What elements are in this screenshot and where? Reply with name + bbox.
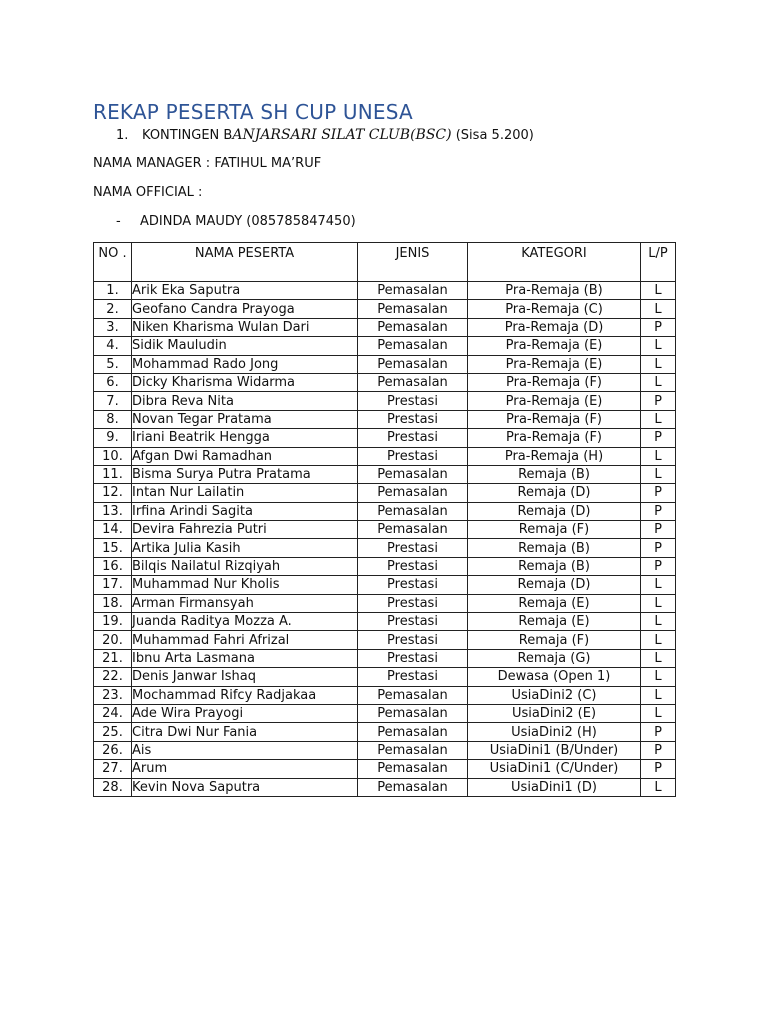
cell-no: 6.: [94, 373, 132, 391]
cell-no: 16.: [94, 557, 132, 575]
cell-nama: Mochammad Rifcy Radjakaa: [132, 686, 358, 704]
cell-jenis: Pemasalan: [358, 355, 468, 373]
cell-no: 4.: [94, 337, 132, 355]
cell-no: 11.: [94, 465, 132, 483]
cell-lp: L: [641, 300, 676, 318]
cell-no: 23.: [94, 686, 132, 704]
cell-jenis: Pemasalan: [358, 300, 468, 318]
cell-nama: Niken Kharisma Wulan Dari: [132, 318, 358, 336]
cell-lp: L: [641, 355, 676, 373]
cell-lp: P: [641, 502, 676, 520]
table-row: [94, 613, 676, 631]
cell-no: 22.: [94, 668, 132, 686]
cell-lp: P: [641, 392, 676, 410]
kontingen-number: 1.: [116, 128, 129, 143]
cell-nama: Dibra Reva Nita: [132, 392, 358, 410]
cell-lp: P: [641, 484, 676, 502]
cell-jenis: Pemasalan: [358, 282, 468, 300]
cell-no: 21.: [94, 649, 132, 667]
cell-no: 13.: [94, 502, 132, 520]
cell-kategori: Pra-Remaja (F): [468, 429, 641, 447]
header-nama: NAMA PESERTA: [132, 243, 358, 282]
cell-kategori: Remaja (D): [468, 502, 641, 520]
cell-kategori: Remaja (F): [468, 631, 641, 649]
cell-lp: L: [641, 447, 676, 465]
table-row: [94, 631, 676, 649]
table-row: [94, 649, 676, 667]
cell-jenis: Pemasalan: [358, 704, 468, 722]
cell-no: 20.: [94, 631, 132, 649]
cell-jenis: Prestasi: [358, 539, 468, 557]
cell-nama: Ibnu Arta Lasmana: [132, 649, 358, 667]
cell-kategori: Remaja (G): [468, 649, 641, 667]
table-row: [94, 337, 676, 355]
kontingen-abbreviation: (BSC): [410, 127, 452, 143]
cell-jenis: Prestasi: [358, 410, 468, 428]
cell-no: 18.: [94, 594, 132, 612]
cell-jenis: Pemasalan: [358, 337, 468, 355]
cell-jenis: Pemasalan: [358, 484, 468, 502]
cell-lp: P: [641, 557, 676, 575]
cell-nama: Kevin Nova Saputra: [132, 778, 358, 796]
cell-nama: Juanda Raditya Mozza A.: [132, 613, 358, 631]
cell-nama: Muhammad Nur Kholis: [132, 576, 358, 594]
cell-lp: P: [641, 429, 676, 447]
manager-line: NAMA MANAGER : FATIHUL MA’RUF: [93, 156, 322, 171]
cell-kategori: Remaja (E): [468, 594, 641, 612]
cell-kategori: UsiaDini2 (H): [468, 723, 641, 741]
cell-nama: Afgan Dwi Ramadhan: [132, 447, 358, 465]
table-row: [94, 723, 676, 741]
cell-jenis: Prestasi: [358, 668, 468, 686]
kontingen-sisa: (Sisa 5.200): [455, 128, 534, 143]
cell-no: 3.: [94, 318, 132, 336]
cell-jenis: Pemasalan: [358, 373, 468, 391]
header-jenis: JENIS: [358, 243, 468, 282]
cell-lp: L: [641, 649, 676, 667]
cell-nama: Arum: [132, 760, 358, 778]
cell-lp: L: [641, 704, 676, 722]
cell-kategori: UsiaDini2 (E): [468, 704, 641, 722]
table-row: [94, 373, 676, 391]
cell-lp: P: [641, 539, 676, 557]
cell-no: 12.: [94, 484, 132, 502]
table-row: [94, 355, 676, 373]
cell-kategori: Pra-Remaja (E): [468, 392, 641, 410]
table-row: [94, 741, 676, 759]
cell-nama: Devira Fahrezia Putri: [132, 521, 358, 539]
header-lp: L/P: [641, 243, 676, 282]
table-row: [94, 429, 676, 447]
cell-jenis: Pemasalan: [358, 760, 468, 778]
table-row: [94, 282, 676, 300]
cell-nama: Arik Eka Saputra: [132, 282, 358, 300]
header-kategori: KATEGORI: [468, 243, 641, 282]
table-row: [94, 778, 676, 796]
cell-no: 5.: [94, 355, 132, 373]
cell-nama: Intan Nur Lailatin: [132, 484, 358, 502]
cell-no: 25.: [94, 723, 132, 741]
cell-lp: L: [641, 631, 676, 649]
cell-jenis: Prestasi: [358, 594, 468, 612]
table-row: [94, 668, 676, 686]
cell-lp: L: [641, 594, 676, 612]
participant-table: [93, 242, 676, 797]
table-body: [94, 282, 676, 797]
cell-kategori: Dewasa (Open 1): [468, 668, 641, 686]
cell-lp: P: [641, 741, 676, 759]
cell-jenis: Prestasi: [358, 429, 468, 447]
table-row: [94, 502, 676, 520]
cell-kategori: Pra-Remaja (E): [468, 355, 641, 373]
cell-nama: Iriani Beatrik Hengga: [132, 429, 358, 447]
cell-no: 26.: [94, 741, 132, 759]
cell-jenis: Pemasalan: [358, 778, 468, 796]
cell-jenis: Prestasi: [358, 392, 468, 410]
cell-nama: Bisma Surya Putra Pratama: [132, 465, 358, 483]
cell-no: 1.: [94, 282, 132, 300]
official-member-line: [116, 214, 356, 229]
cell-no: 8.: [94, 410, 132, 428]
cell-jenis: Pemasalan: [358, 723, 468, 741]
cell-kategori: Pra-Remaja (C): [468, 300, 641, 318]
kontingen-prefix: KONTINGEN B: [142, 128, 233, 143]
cell-nama: Arman Firmansyah: [132, 594, 358, 612]
table-row: [94, 704, 676, 722]
cell-kategori: Pra-Remaja (D): [468, 318, 641, 336]
cell-lp: L: [641, 282, 676, 300]
table-header-row: [94, 243, 676, 282]
cell-no: 17.: [94, 576, 132, 594]
cell-no: 14.: [94, 521, 132, 539]
table-row: [94, 392, 676, 410]
cell-jenis: Pemasalan: [358, 686, 468, 704]
cell-kategori: Pra-Remaja (B): [468, 282, 641, 300]
cell-nama: Ade Wira Prayogi: [132, 704, 358, 722]
cell-jenis: Prestasi: [358, 613, 468, 631]
cell-no: 2.: [94, 300, 132, 318]
cell-jenis: Pemasalan: [358, 465, 468, 483]
cell-jenis: Pemasalan: [358, 741, 468, 759]
cell-nama: Denis Janwar Ishaq: [132, 668, 358, 686]
cell-kategori: Remaja (D): [468, 576, 641, 594]
cell-jenis: Prestasi: [358, 631, 468, 649]
cell-kategori: UsiaDini1 (D): [468, 778, 641, 796]
cell-lp: L: [641, 576, 676, 594]
cell-jenis: Pemasalan: [358, 502, 468, 520]
table-row: [94, 465, 676, 483]
cell-jenis: Pemasalan: [358, 318, 468, 336]
cell-lp: L: [641, 337, 676, 355]
cell-no: 15.: [94, 539, 132, 557]
cell-no: 27.: [94, 760, 132, 778]
table-row: [94, 576, 676, 594]
table-row: [94, 318, 676, 336]
table-row: [94, 484, 676, 502]
cell-kategori: UsiaDini1 (B/Under): [468, 741, 641, 759]
official-label: NAMA OFFICIAL :: [93, 185, 203, 200]
cell-lp: P: [641, 521, 676, 539]
cell-no: 28.: [94, 778, 132, 796]
cell-nama: Sidik Mauludin: [132, 337, 358, 355]
cell-no: 10.: [94, 447, 132, 465]
cell-kategori: Remaja (B): [468, 557, 641, 575]
cell-kategori: Remaja (F): [468, 521, 641, 539]
header-no: NO .: [94, 243, 132, 282]
kontingen-club-name: ANJARSARI SILAT CLUB: [232, 127, 411, 143]
cell-jenis: Prestasi: [358, 557, 468, 575]
table-row: [94, 447, 676, 465]
table-row: [94, 594, 676, 612]
cell-nama: Ais: [132, 741, 358, 759]
cell-nama: Dicky Kharisma Widarma: [132, 373, 358, 391]
cell-kategori: UsiaDini1 (C/Under): [468, 760, 641, 778]
cell-no: 24.: [94, 704, 132, 722]
cell-kategori: Pra-Remaja (H): [468, 447, 641, 465]
cell-lp: L: [641, 778, 676, 796]
cell-lp: L: [641, 410, 676, 428]
cell-kategori: Remaja (B): [468, 465, 641, 483]
list-dash: -: [116, 214, 121, 229]
cell-kategori: Remaja (B): [468, 539, 641, 557]
cell-lp: P: [641, 760, 676, 778]
cell-kategori: Pra-Remaja (F): [468, 410, 641, 428]
page-title: REKAP PESERTA SH CUP UNESA: [93, 100, 413, 124]
cell-lp: L: [641, 373, 676, 391]
table-row: [94, 760, 676, 778]
table-row: [94, 410, 676, 428]
cell-nama: Citra Dwi Nur Fania: [132, 723, 358, 741]
cell-nama: Novan Tegar Pratama: [132, 410, 358, 428]
cell-lp: L: [641, 465, 676, 483]
cell-jenis: Prestasi: [358, 649, 468, 667]
cell-lp: L: [641, 613, 676, 631]
cell-jenis: Prestasi: [358, 576, 468, 594]
cell-kategori: Pra-Remaja (F): [468, 373, 641, 391]
cell-nama: Geofano Candra Prayoga: [132, 300, 358, 318]
cell-nama: Bilqis Nailatul Rizqiyah: [132, 557, 358, 575]
cell-jenis: Pemasalan: [358, 521, 468, 539]
cell-jenis: Prestasi: [358, 447, 468, 465]
cell-kategori: UsiaDini2 (C): [468, 686, 641, 704]
table-row: [94, 539, 676, 557]
cell-no: 19.: [94, 613, 132, 631]
cell-lp: L: [641, 668, 676, 686]
table-row: [94, 521, 676, 539]
cell-lp: L: [641, 686, 676, 704]
official-member: ADINDA MAUDY (085785847450): [140, 214, 356, 229]
cell-no: 7.: [94, 392, 132, 410]
table-row: [94, 557, 676, 575]
cell-nama: Muhammad Fahri Afrizal: [132, 631, 358, 649]
table-row: [94, 300, 676, 318]
cell-lp: P: [641, 723, 676, 741]
cell-nama: Mohammad Rado Jong: [132, 355, 358, 373]
kontingen-line: [116, 127, 534, 143]
cell-nama: Irfina Arindi Sagita: [132, 502, 358, 520]
cell-no: 9.: [94, 429, 132, 447]
cell-kategori: Remaja (D): [468, 484, 641, 502]
cell-kategori: Pra-Remaja (E): [468, 337, 641, 355]
cell-kategori: Remaja (E): [468, 613, 641, 631]
cell-lp: P: [641, 318, 676, 336]
table-row: [94, 686, 676, 704]
cell-nama: Artika Julia Kasih: [132, 539, 358, 557]
